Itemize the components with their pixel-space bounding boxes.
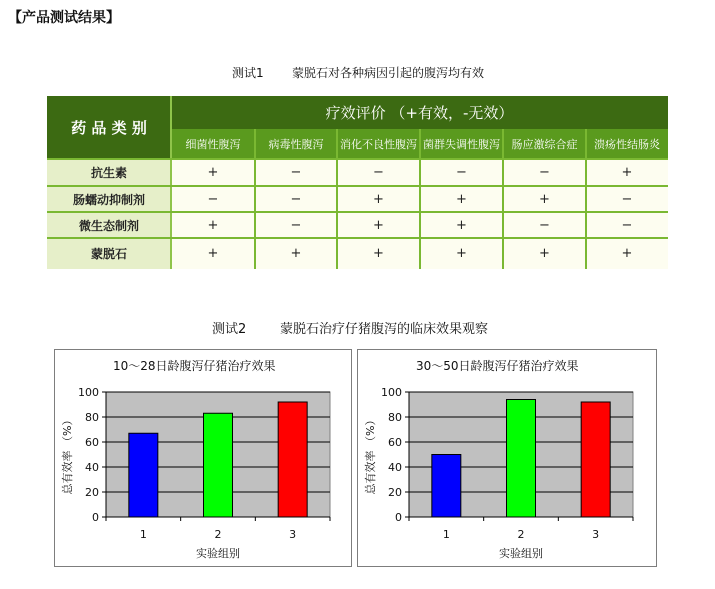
x-tick-label: 2 xyxy=(214,528,222,541)
table-row-divider xyxy=(47,158,668,160)
test2-label: 测试2 xyxy=(212,322,247,337)
x-axis-title: 实验组别 xyxy=(196,547,240,560)
table-row-label: 抗生素 xyxy=(47,159,171,186)
bar xyxy=(278,402,307,517)
table-column-divider xyxy=(419,129,421,269)
y-tick-label: 20 xyxy=(388,486,402,499)
table-row-label: 肠蠕动抑制剂 xyxy=(47,186,171,212)
table-column-header: 肠应激综合症 xyxy=(503,129,586,159)
table-cell: + xyxy=(420,238,503,269)
y-axis-title: 总有效率 （%） xyxy=(61,414,74,495)
y-tick-label: 80 xyxy=(85,411,99,424)
table-cell: + xyxy=(503,186,586,212)
y-tick-label: 0 xyxy=(395,511,402,524)
table-cell: + xyxy=(503,238,586,269)
table-row-label: 蒙脱石 xyxy=(47,238,171,269)
table-column-header: 溃疡性结肠炎 xyxy=(586,129,668,159)
chart-panel-1 xyxy=(54,349,352,567)
bar-chart-1 xyxy=(55,350,351,566)
x-tick-label: 1 xyxy=(139,528,147,541)
table-column-header: 消化不良性腹泻 xyxy=(337,129,420,159)
y-tick-label: 80 xyxy=(388,411,402,424)
table-column-divider xyxy=(336,129,338,269)
y-tick-label: 100 xyxy=(78,386,99,399)
chart-title: 10～28日龄腹泻仔猪治疗效果 xyxy=(113,359,276,373)
table-column-divider xyxy=(254,129,256,269)
table-cell: + xyxy=(171,212,255,238)
table-column-divider xyxy=(585,129,587,269)
table-column-header: 细菌性腹泻 xyxy=(171,129,255,159)
table-cell: + xyxy=(586,238,668,269)
table-cell: − xyxy=(503,212,586,238)
y-tick-label: 0 xyxy=(92,511,99,524)
y-tick-label: 60 xyxy=(388,436,402,449)
table-row-divider xyxy=(47,185,668,187)
y-axis-title: 总有效率 （%） xyxy=(364,414,377,495)
chart-panel-2 xyxy=(357,349,657,567)
table-cell: + xyxy=(337,238,420,269)
table-group-header: 疗效评价 （+有效，-无效） xyxy=(171,96,668,129)
table-cell: − xyxy=(503,159,586,186)
table-cell: + xyxy=(420,212,503,238)
table-cell: − xyxy=(420,159,503,186)
table-cell: − xyxy=(255,159,337,186)
table-column-header: 病毒性腹泻 xyxy=(255,129,337,159)
y-tick-label: 20 xyxy=(85,486,99,499)
table-column-header: 菌群失调性腹泻 xyxy=(420,129,503,159)
table-cell: + xyxy=(171,238,255,269)
table-cell: + xyxy=(420,186,503,212)
bar xyxy=(129,433,158,517)
table-cell: − xyxy=(586,186,668,212)
table-cell: − xyxy=(171,186,255,212)
table-row-divider xyxy=(47,211,668,213)
y-tick-label: 100 xyxy=(381,386,402,399)
efficacy-table xyxy=(47,96,668,269)
table-cell: − xyxy=(255,212,337,238)
table-column-divider xyxy=(170,96,172,269)
bar xyxy=(581,402,610,517)
table-cell: − xyxy=(255,186,337,212)
table-corner-header: 药 品 类 别 xyxy=(47,96,171,159)
bar xyxy=(432,455,461,518)
y-tick-label: 40 xyxy=(388,461,402,474)
chart-title: 30～50日龄腹泻仔猪治疗效果 xyxy=(416,359,579,373)
table-cell: + xyxy=(586,159,668,186)
x-tick-label: 2 xyxy=(517,528,525,541)
table-row-label: 微生态制剂 xyxy=(47,212,171,238)
x-tick-label: 3 xyxy=(592,528,600,541)
bar-chart-2 xyxy=(358,350,656,566)
x-tick-label: 1 xyxy=(442,528,450,541)
test2-title: 蒙脱石治疗仔猪腹泻的临床效果观察 xyxy=(280,322,489,337)
test1-label: 测试1 xyxy=(232,66,264,80)
table-column-divider xyxy=(502,129,504,269)
table-cell: − xyxy=(337,159,420,186)
table-row-divider xyxy=(47,237,668,239)
x-tick-label: 3 xyxy=(289,528,297,541)
table-cell: + xyxy=(255,238,337,269)
bar xyxy=(204,413,233,517)
y-tick-label: 60 xyxy=(85,436,99,449)
table-cell: − xyxy=(586,212,668,238)
table-cell: + xyxy=(337,186,420,212)
x-axis-title: 实验组别 xyxy=(499,547,543,560)
page-heading: 【产品测试结果】 xyxy=(8,10,120,26)
y-tick-label: 40 xyxy=(85,461,99,474)
bar xyxy=(507,400,536,518)
table-cell: + xyxy=(337,212,420,238)
test1-title: 蒙脱石对各种病因引起的腹泻均有效 xyxy=(292,66,485,80)
table-cell: + xyxy=(171,159,255,186)
